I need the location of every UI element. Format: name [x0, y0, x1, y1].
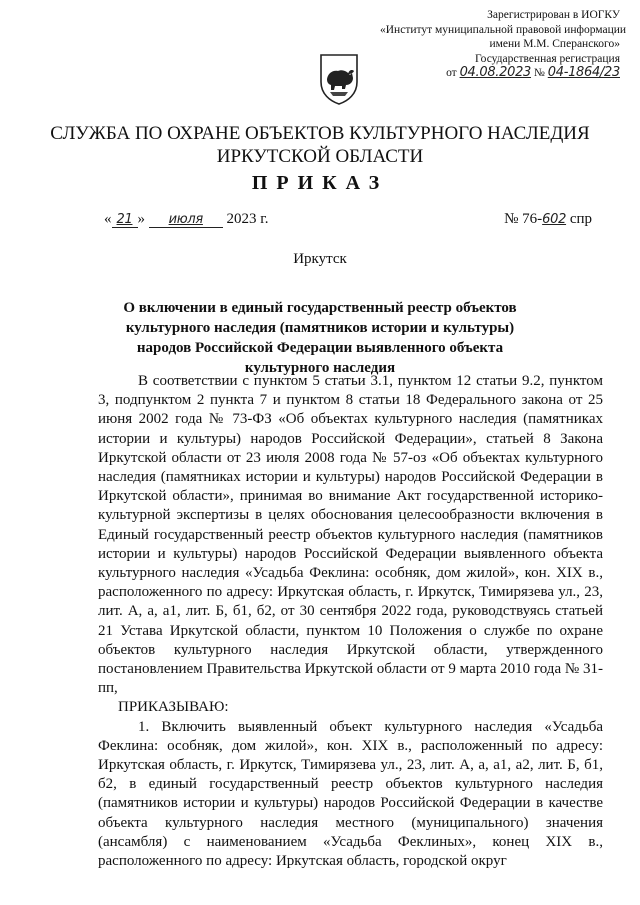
registration-number-prefix: №	[533, 67, 545, 79]
city-name: Иркутск	[293, 251, 347, 267]
order-date	[104, 211, 268, 228]
agency-name	[0, 122, 640, 168]
registration-line-1: Зарегистрирован в ИОГКУ	[487, 9, 620, 21]
coat-of-arms-icon	[318, 52, 360, 106]
agency-line-2: ИРКУТСКОЙ ОБЛАСТИ	[216, 146, 424, 167]
registration-line-3: имени М.М. Сперанского»	[489, 38, 620, 50]
preamble-paragraph: В соответствии с пунктом 5 статьи 3.1, пунктом 12 статьи 9.2, пунктом 3, подпунктом 2 пункта 7 и пунктом 8 статьи 18 Федерального закона от 25 июня 2002 года № 73-ФЗ «Об объектах культурного наследия (памятниках истории и культуры) народов Российской Федерации», статьей 8 Закона Иркутской области от 23 июля 2008 года № 57-оз «Об объектах культурного наследия (памятниках истории и культуры) народов Российской Федерации в Иркутской области», принимая во внимание Акт государственной историко-культурной экспертизы в целях обоснования целесообразности включения в Единый государственный реестр объектов культурного наследия (памятников истории и культуры) народов Российской Федерации выявленного объекта культурного наследия «Усадьба Феклина: особняк, дом жилой», кон. XIX в., расположенного по адресу: Иркутская область, г. Иркутск, Тимирязева ул., 23, лит. А, а, а1, лит. Б, б1, б2, от 30 сентября 2022 года, руководствуясь статьей 21 Устава Иркутской области, пунктом 10 Положения о службе по охране объектов культурного наследия Иркутской области, утвержденного постановлением Правительства Иркутской области от 9 марта 2010 года № 31-пп,	[98, 373, 603, 697]
order-number-handwritten: 602	[542, 212, 567, 227]
registration-stamp	[380, 8, 627, 81]
order-subject: О включении в единый государственный реестр объектов культурного наследия (памятников истории и культуры) народов Российской Федерации выявленного объекта культурного наследия	[123, 300, 517, 376]
registration-date-line	[380, 66, 620, 81]
order-directive: ПРИКАЗЫВАЮ:	[118, 699, 229, 716]
date-open-quote: «	[104, 211, 112, 227]
date-close-quote: »	[137, 211, 145, 227]
order-number-suffix: спр	[569, 211, 592, 227]
registration-line-2: «Институт муниципальной правовой информации	[380, 23, 627, 36]
order-number	[504, 211, 592, 228]
date-month: июля	[149, 212, 223, 228]
registration-date-prefix: от	[446, 67, 457, 79]
date-day: 21	[112, 212, 138, 228]
order-number-prefix: № 76-	[504, 211, 543, 227]
order-body	[98, 372, 603, 871]
order-item-1: 1. Включить выявленный объект культурного наследия «Усадьба Феклина: особняк, дом жилой», кон. XIX в., расположенный по адресу: Иркутская область, г. Иркутск, Тимирязева ул., 23, лит. А, а, а1, а2, лит. Б, б1, б2, в единый государственный реестр объектов культурного наследия (памятников истории и культуры) народов Российской Федерации в качестве объекта культурного наследия местного (муниципального) значения (ансамбля) с наименованием «Усадьба Феклиных», конец XIX в., расположенного по адресу: Иркутская область, городской округ	[98, 718, 603, 870]
registration-number: 04-1864/23	[547, 65, 620, 80]
registration-line-4: Государственная регистрация	[475, 52, 620, 65]
registration-date: 04.08.2023	[459, 65, 532, 80]
agency-line-1: СЛУЖБА ПО ОХРАНЕ ОБЪЕКТОВ КУЛЬТУРНОГО НАСЛЕДИЯ	[50, 123, 590, 144]
date-year: 2023 г.	[226, 211, 269, 227]
document-type-title: ПРИКАЗ	[251, 172, 389, 194]
